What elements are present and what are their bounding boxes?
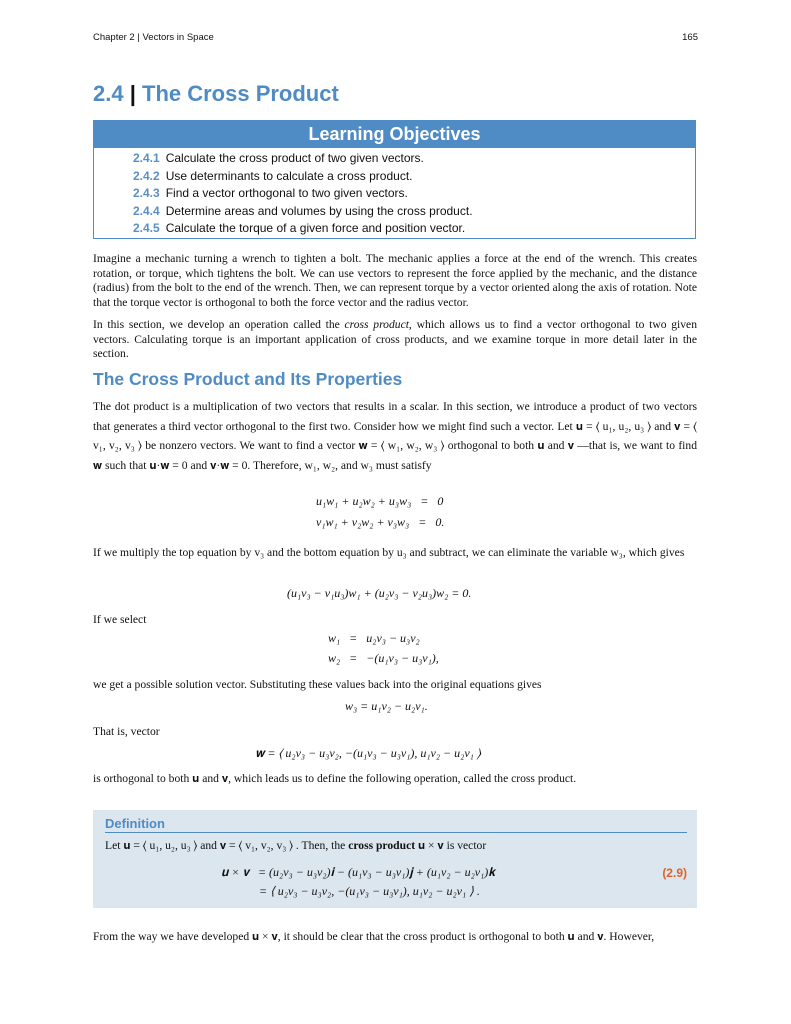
objective-item bbox=[133, 185, 695, 203]
learning-objectives-title: Learning Objectives bbox=[94, 121, 695, 148]
paragraph-eliminate: If we multiply the top equation by v₃ and the bottom equation by u₃ and subtract, we can eliminate the variable w₃, which gives bbox=[93, 546, 685, 559]
equation-combined: (u₁v₃ − v₁u₃)w₁ + (u₂v₃ − v₂u₃)w₂ = 0. bbox=[287, 586, 472, 600]
objective-item bbox=[133, 220, 695, 238]
equation-w1: w₁ = u₂v₃ − u₃v₂ bbox=[328, 631, 420, 645]
definition-lead bbox=[105, 839, 486, 853]
objective-number: 2.4.4 bbox=[133, 203, 160, 218]
paragraph-solution: we get a possible solution vector. Substituting these values back into the original equations gives bbox=[93, 678, 542, 691]
definition-title: Definition bbox=[105, 816, 165, 831]
paragraph-that-is: That is, vector bbox=[93, 725, 160, 738]
equation-system-2: v₁w₁ + v₂w₂ + v₃w₃ = 0. bbox=[316, 515, 445, 529]
definition-formula-line-2: = ⟨ u₂v₃ − u₃v₂, −(u₁v₃ − u₃v₁), u₁v₂ − u₂v₁ ⟩ . bbox=[259, 884, 480, 898]
text: which allows us to find a vector orthogonal to two given vectors. Calculating torque is an important application of cross products, and we examine torque in more detail later in the section. bbox=[93, 318, 697, 361]
paragraph-dot-product: The dot product is a multiplication of two vectors that results in a scalar. In this section, we introduce a product of two vectors that generates a third vector orthogonal to the first two. Consider how we might find such a vector. Let 𝐮 = ⟨ u₁, u₂, u₃ ⟩ and 𝐯 = ⟨ v₁, v₂, v₃ ⟩ be nonzero vectors. We want to find a vector 𝐰 = ⟨ w₁, w₂, w₃ ⟩ orthogonal to both 𝐮 and 𝐯 —that is, we want to find 𝐰 such that 𝐮·𝐰 = 0 and 𝐯·𝐰 = 0. Therefore, w₁, w₂, and w₃ must satisfy bbox=[93, 400, 697, 472]
objective-number: 2.4.5 bbox=[133, 221, 160, 235]
objective-text: Use determinants to calculate a cross product. bbox=[165, 168, 413, 183]
objective-number: 2.4.1 bbox=[133, 151, 160, 165]
paragraph-closing: From the way we have developed 𝐮 × 𝐯, it should be clear that the cross product is orthogonal to both 𝐮 and 𝐯. However, bbox=[93, 930, 655, 943]
divider bbox=[105, 832, 687, 833]
definition-box bbox=[93, 810, 697, 908]
text: In this section, we develop an operation called the bbox=[93, 318, 345, 331]
page-number: 165 bbox=[682, 32, 698, 43]
objective-item bbox=[133, 150, 695, 168]
objective-number: 2.4.2 bbox=[133, 168, 160, 183]
objective-text: Find a vector orthogonal to two given vectors. bbox=[165, 186, 408, 200]
running-header-chapter: Chapter 2 | Vectors in Space bbox=[93, 32, 214, 43]
objective-text: Calculate the cross product of two given vectors. bbox=[165, 151, 424, 165]
section-number: 2.4 bbox=[93, 81, 124, 106]
section-title-text: The Cross Product bbox=[142, 81, 339, 106]
objective-text: Determine areas and volumes by using the cross product. bbox=[165, 203, 473, 218]
definition-formula-line-1: 𝐮 × 𝐯 = (u₂v₃ − u₃v₂)𝐢 − (u₁v₃ − u₃v₁)𝐣 + (u₁v₂ − u₂v₁)𝐤 bbox=[221, 865, 496, 879]
term-cross-product: cross product, bbox=[344, 318, 412, 331]
text: 𝐮 × 𝐯 is vector bbox=[415, 839, 487, 852]
objective-text: Calculate the torque of a given force and position vector. bbox=[165, 221, 466, 235]
objective-item bbox=[133, 203, 695, 221]
equation-w3: w₃ = u₁v₂ − u₂v₁. bbox=[345, 699, 428, 713]
learning-objectives-box bbox=[93, 120, 696, 239]
term-cross-product: cross product bbox=[348, 839, 416, 852]
equation-number: (2.9) bbox=[662, 866, 687, 880]
paragraph-select: If we select bbox=[93, 613, 147, 626]
paragraph-intro: Imagine a mechanic turning a wrench to tighten a bolt. The mechanic applies a force at the end of the wrench. This creates rotation, or torque, which tightens the bolt. We can use vectors to represent the force applied by the mechanic, and the distance (radius) from the bolt to the end of the wrench. Then, we can represent torque by a vector oriented along the axis of rotation. Note that the torque vector is orthogonal to both the force vector and the radius vector. bbox=[93, 252, 697, 309]
equation-system-1: u₁w₁ + u₂w₂ + u₃w₃ = 0 bbox=[316, 494, 444, 508]
section-title: 2.4 | The Cross Product bbox=[93, 81, 339, 106]
paragraph-section-overview bbox=[93, 318, 697, 362]
text: Let 𝐮 = ⟨ u₁, u₂, u₃ ⟩ and 𝐯 = ⟨ v₁, v₂, v₃ ⟩ . Then, the bbox=[105, 839, 349, 852]
paragraph-orthogonal: is orthogonal to both 𝐮 and 𝐯, which leads us to define the following operation, called the cross product. bbox=[93, 772, 577, 785]
subsection-heading: The Cross Product and Its Properties bbox=[93, 369, 403, 389]
equation-w2: w₂ = −(u₁v₃ − u₃v₁), bbox=[328, 651, 439, 665]
objective-item bbox=[133, 168, 695, 186]
objective-number: 2.4.3 bbox=[133, 186, 160, 200]
equation-w-vector: 𝐰 = ⟨ u₂v₃ − u₃v₂, −(u₁v₃ − u₃v₁), u₁v₂ − u₂v₁ ⟩ bbox=[255, 746, 481, 760]
